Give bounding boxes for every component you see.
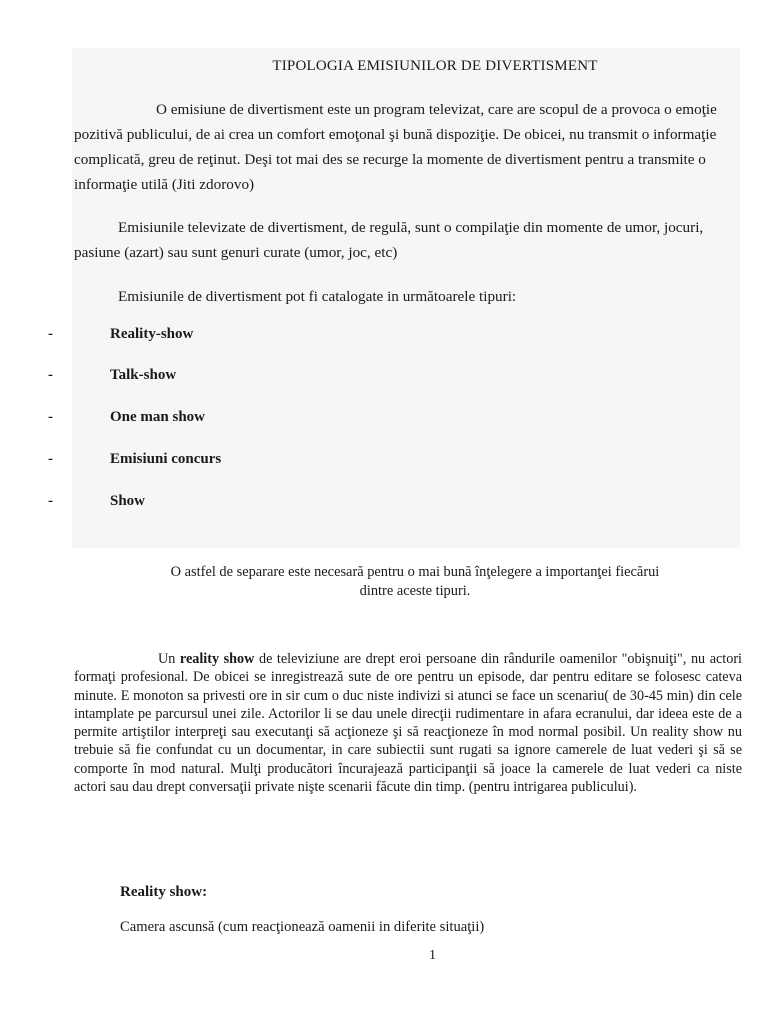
- list-bullet: -: [48, 493, 53, 509]
- paragraph-intro-text: O emisiune de divertisment este un program televizat, care are scopul de a provoca o emoţie pozitivă publicului, de ai crea un comfort emoţonal şi bună dispoziţie. De obicei, nu transmit o informaţie complicată, greu de reţinut. Deşi tot mai des se recurge la momente de divertisment pentru a transmite o informaţie utilă (Jiti zdorovo): [74, 101, 717, 193]
- list-item-reality-show: Reality-show: [110, 326, 194, 342]
- page-number: 1: [429, 948, 436, 963]
- paragraph-reality-show: [74, 650, 742, 796]
- separation-line-1: O astfel de separare este necesară pentru o mai bună înţelegere a importanţei fiecărui: [170, 564, 660, 580]
- reality-body: de televiziune are drept eroi persoane din rândurile oamenilor "obişnuiţi", nu actori formaţi profesional. De obicei se inregistrează sute de ore pentru un episode, dar pentru editare se folosesc cateva minute. E monoton sa privesti ore in sir cum o duc niste indivizi si atunci se face un scenariu( de 30-45 min) din cele intamplate pe parcursul unei zile. Actorilor li se dau unele direcţii rudimentare in afara ecranului, dar ideea este de a permite artiştilor interpreţi sau executanţi să acţioneze şi să reacţioneze în mod normal posibil. Un reality show nu trebuie să fie confundat cu un documentar, in care subiectii sunt rugati sa ignore camerele de luat vederi şi să se comporte în mod natural. Mulţi producători încurajează participanţii să joace la camerele de luat vederi ca niste actori sau dau drept conversaţii private nişte scenarii făcute din timp. (pentru intrigarea publicului).: [74, 651, 742, 796]
- list-item-emisiuni-concurs: Emisiuni concurs: [110, 451, 222, 467]
- list-bullet: -: [48, 409, 53, 425]
- list-bullet: -: [48, 326, 53, 342]
- paragraph-compilation-text: Emisiunile televizate de divertisment, de regulă, sunt o compilaţie din momente de umor, jocuri, pasiune (azart) sau sunt genuri curate (umor, joc, etc): [74, 219, 704, 261]
- paragraph-separation: [120, 563, 710, 601]
- paragraph-compilation: [74, 215, 724, 265]
- list-item-one-man-show: One man show: [110, 409, 206, 425]
- list-bullet: -: [48, 367, 53, 383]
- reality-intro: Un: [158, 651, 176, 667]
- paragraph-intro: [74, 97, 724, 197]
- paragraph-types-intro: Emisiunile de divertisment pot fi catalogate in următoarele tipuri:: [118, 288, 517, 305]
- reality-term: reality show: [179, 651, 255, 667]
- list-item-talk-show: Talk-show: [110, 367, 177, 383]
- reality-show-heading: Reality show:: [120, 884, 208, 900]
- camera-ascunsa-line: Camera ascunsă (cum reacţionează oamenii in diferite situaţii): [120, 919, 485, 935]
- list-bullet: -: [48, 451, 53, 467]
- separation-line-2: dintre aceste tipuri.: [359, 583, 471, 599]
- list-item-show: Show: [110, 493, 146, 509]
- document-title: TIPOLOGIA EMISIUNILOR DE DIVERTISMENT: [272, 58, 598, 74]
